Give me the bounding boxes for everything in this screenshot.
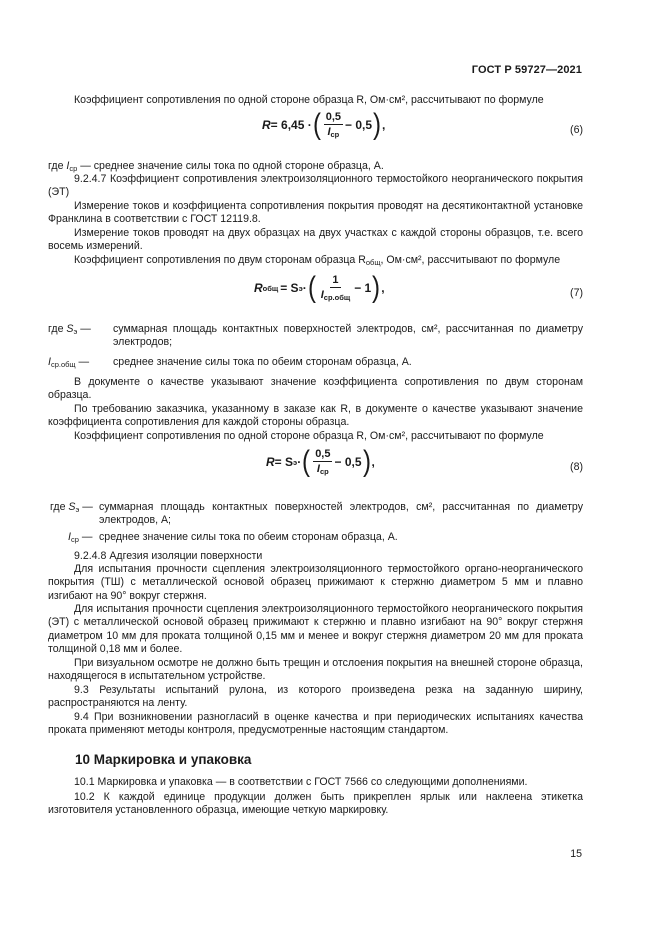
equation-number: (8) <box>570 461 583 473</box>
paragraph: Измерение токов проводят на двух образцах на двух участках с каждой стороны образцов, т.е. всего восемь измерений. <box>48 227 583 253</box>
paren-open: ( <box>312 108 321 141</box>
paragraph-definition: где $I_{ср}$ — среднее значение силы тока по одной стороне образца, А. <box>48 160 384 173</box>
formula-8: R = S э · ( $\frac{0,5}{I_{ср}}$ − 0,5 ) , <box>266 445 375 478</box>
paragraph: 9.4 При возникновении разногласий в оценке качества и при периодических испытаниях качества проката применяют методы контроля, предусмотренные настоящим стандартом. <box>48 711 583 737</box>
fraction-denominator: I <box>327 126 331 138</box>
formula-tail: − 0,5 <box>334 455 362 469</box>
paren-close: ) <box>373 108 382 141</box>
paragraph: 10.2 К каждой единице продукции должен быть прикреплен ярлык или наклеена этикетка изготовителя установленного образца, имеющие четкую маркировку. <box>48 791 583 817</box>
paragraph: 9.2.4.7 Коэффициент сопротивления электроизоляционного термостойкого неорганического покрытия (ЭТ) <box>48 173 583 199</box>
fraction-denominator: I <box>320 289 324 301</box>
paragraph: 9.2.4.8 Адгезия изоляции поверхности <box>74 550 263 562</box>
paragraph: В документе о качестве указывают значение коэффициента сопротивления по двум сторонам образца. <box>48 376 583 402</box>
page-number: 15 <box>570 848 582 860</box>
paragraph: По требованию заказчика, указанному в заказе как R, в документе о качестве указывают значение коэффициента сопротивления для каждой стороны образца. <box>48 403 583 429</box>
paragraph: Для испытания прочности сцепления электроизоляционного термостойкого органо-неорганического покрытия (ТШ) с металлической основой образец прижимают к стержню диаметром 5 мм и плавно изгибают на 90° вокруг стержня. <box>48 563 583 602</box>
formula-6: R = 6,45 · ( $\frac{0,5}{I_{ср}}$ − 0,5 ) , <box>262 108 386 141</box>
equation-number: (6) <box>570 124 583 136</box>
definition-item: $I_{ср.общ}$ — среднее значение силы тока по обеим сторонам образца, А. <box>48 356 412 369</box>
paren-open: ( <box>302 445 311 478</box>
equation-number: (7) <box>570 287 583 299</box>
fraction-numerator: 0,5 <box>325 111 341 123</box>
paren-close: ) <box>372 271 381 304</box>
paragraph: Коэффициент сопротивления по одной стороне образца R, Ом·см², рассчитывают по формуле <box>74 430 544 442</box>
fraction <box>324 111 343 139</box>
paragraph: Коэффициент сопротивления по двум сторонам образца $R_{общ}$, Ом·см², рассчитывают по формуле <box>74 254 561 267</box>
formula-lhs: R <box>266 455 275 469</box>
definition-item: где $S_э$ — суммарная площадь контактных поверхностей электродов, см², рассчитанная по диаметру электродов, А; <box>50 501 583 527</box>
fraction: $\frac{1}{I_{ср.общ}}$ <box>320 274 351 302</box>
fraction-numerator: 0,5 <box>315 448 331 460</box>
paren-open: ( <box>307 271 316 304</box>
paragraph: 10.1 Маркировка и упаковка — в соответствии с ГОСТ 7566 со следующими дополнениями. <box>74 776 528 788</box>
paragraph: При визуальном осмотре не должно быть трещин и отслоения покрытия на внешней стороне образца, находящегося в испытательном устройстве. <box>48 657 583 683</box>
formula-7: R общ = S э · ( $\frac{1}{I_{ср.общ}}$ − 1 ) , <box>254 271 385 304</box>
formula-lhs: R <box>262 118 271 132</box>
formula-tail: − 1 <box>354 281 372 295</box>
formula-tail: − 0,5 <box>345 118 373 132</box>
paragraph: 9.3 Результаты испытаний рулона, из которого произведена резка на заданную ширину, распространяются на ленту. <box>48 684 583 710</box>
document-header: ГОСТ Р 59727—2021 <box>471 64 582 76</box>
denominator-subscript: ср <box>330 130 340 139</box>
fraction-numerator: 1 <box>332 274 339 286</box>
paragraph: Измерение токов и коэффициента сопротивления покрытия проводят на десятиконтактной установке Франклина в соответствии с ГОСТ 12119.8. <box>48 200 583 226</box>
definition-item: $I_{ср}$ — среднее значение силы тока по обеим сторонам образца, А. <box>68 531 398 544</box>
formula-coef: = 6,45 · <box>270 118 312 132</box>
fraction: $\frac{0,5}{I_{ср}}$ <box>315 448 331 476</box>
section-heading: 10 Маркировка и упаковка <box>75 752 252 767</box>
paren-close: ) <box>362 445 371 478</box>
paragraph: Коэффициент сопротивления по одной стороне образца R, Ом·см², рассчитывают по формуле <box>74 94 544 106</box>
paragraph: Для испытания прочности сцепления электроизоляционного термостойкого неорганического покрытия (ЭТ) с металлической основой образец прижимают к стержню и плавно изгибают на 90° вокруг стержня диаметром 10 мм для проката толщиной 0,15 мм и менее и вокруг стержня диаметром 20 мм для проката толщиной 0,18 мм и более. <box>48 603 583 656</box>
formula-lhs: R <box>254 281 263 295</box>
definition-item: где $S_э$ — суммарная площадь контактных поверхностей электродов, см², рассчитанная по диаметру электродов; <box>48 323 583 349</box>
fraction-denominator: I <box>316 463 320 475</box>
